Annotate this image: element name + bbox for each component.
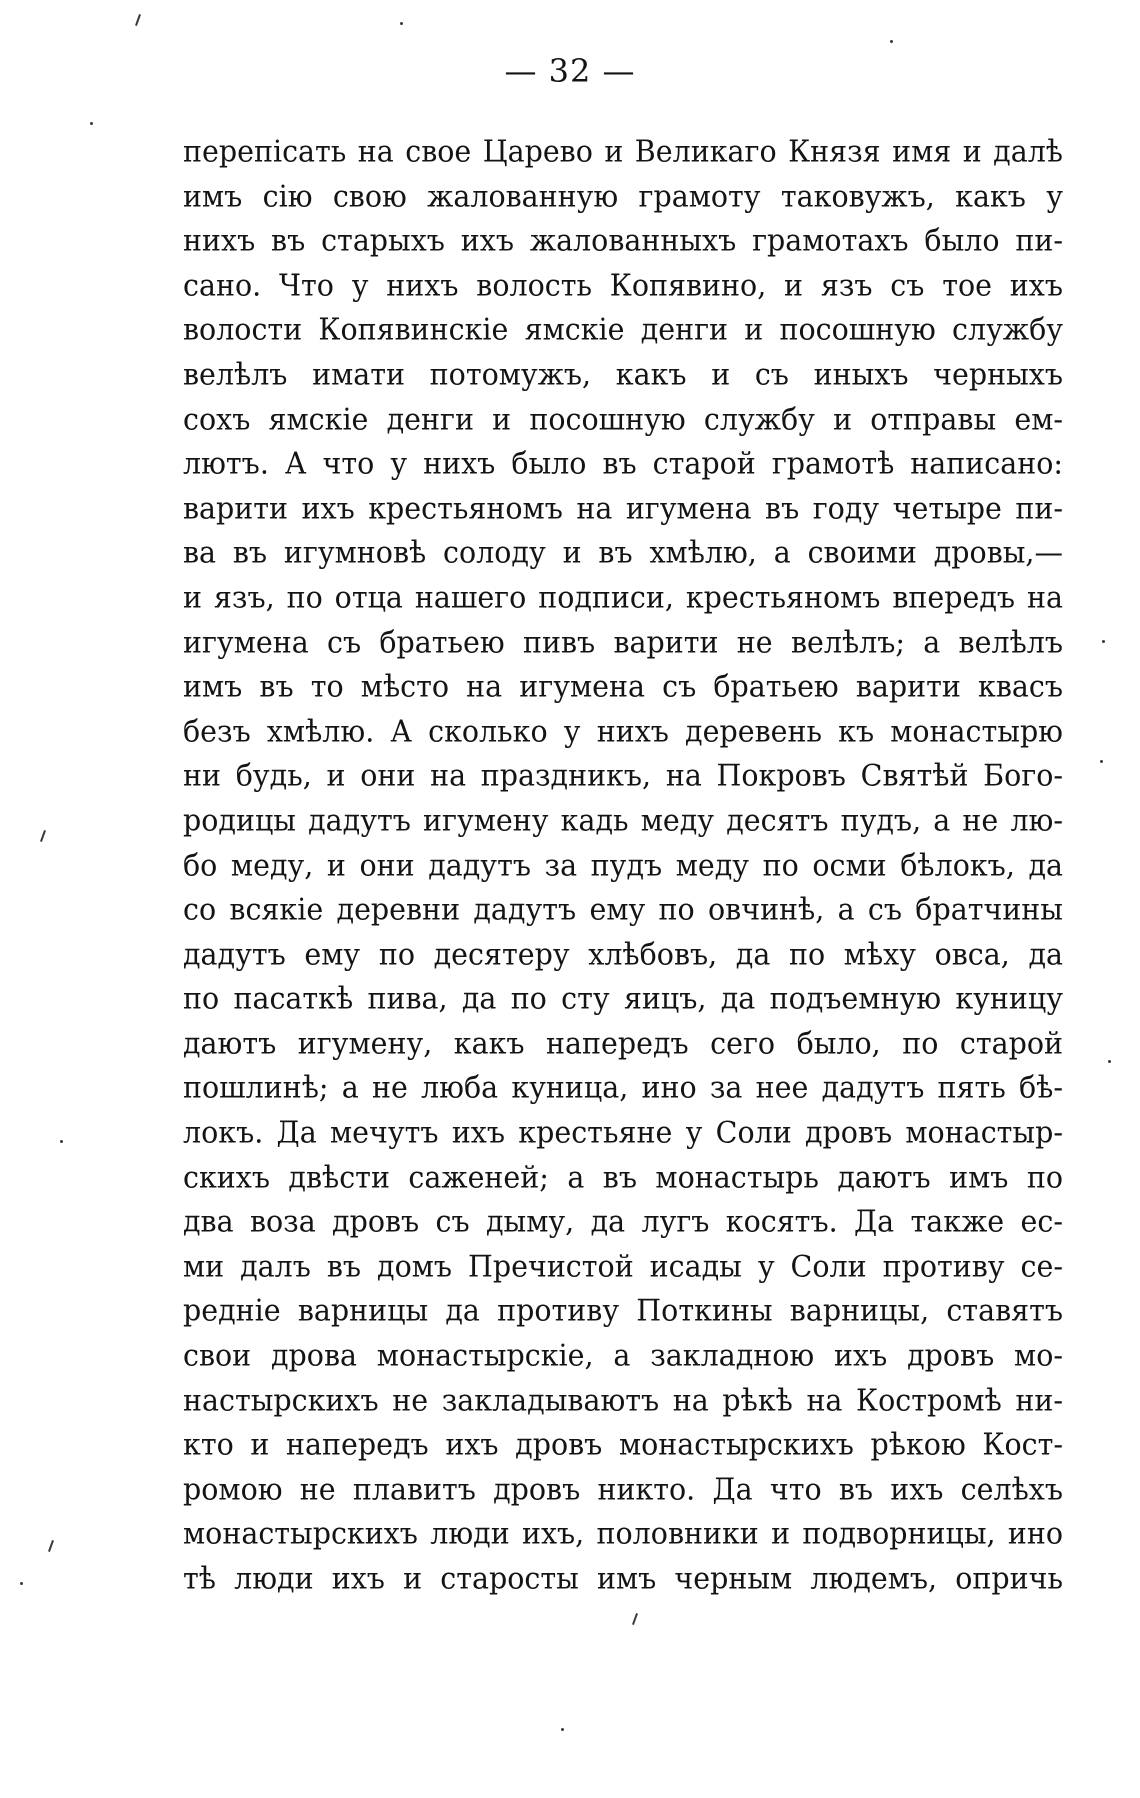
scan-speck: [1100, 760, 1103, 763]
text-line: бо меду, и они дадутъ за пудъ меду по осми бѣлокъ, да: [183, 847, 1063, 883]
text-line: лютъ. А что у нихъ было въ старой грамотѣ написано:: [183, 446, 1063, 481]
text-line: монастырскихъ люди ихъ, половники и подворницы, ино: [183, 1516, 1063, 1552]
text-line: даютъ игумену, какъ напередъ сего было, по старой: [183, 1026, 1063, 1061]
scan-mark: [48, 1540, 54, 1552]
text-line: скихъ двѣсти саженей; а въ монастырь даютъ имъ по: [183, 1159, 1063, 1195]
body-text: [183, 130, 1063, 1602]
text-line: сано. Что у нихъ волость Копявино, и язъ съ тое ихъ: [183, 267, 1063, 303]
text-line: и язъ, по отца нашего подписи, крестьяномъ впередъ на: [183, 580, 1063, 615]
text-line: локъ. Да мечутъ ихъ крестьяне у Соли дровъ монастыр-: [183, 1115, 1063, 1150]
text-line: волости Копявинскіе ямскіе денги и посошную службу: [183, 312, 1063, 348]
text-line: свои дрова монастырскіе, а закладною ихъ дровъ мо-: [183, 1338, 1063, 1373]
text-line: велѣлъ имати потомужъ, какъ и съ иныхъ черныхъ: [183, 357, 1063, 392]
text-line: варити ихъ крестьяномъ на игумена въ году четыре пи-: [183, 490, 1063, 526]
scan-mark: [632, 1613, 638, 1625]
text-line: имъ сію свою жалованную грамоту таковужъ, какъ у: [183, 178, 1063, 214]
text-line: ми далъ въ домъ Пречистой исады у Соли противу се-: [183, 1248, 1063, 1284]
scan-speck: [90, 122, 93, 125]
text-line: два воза дровъ съ дыму, да лугъ косятъ. Да также ес-: [183, 1204, 1063, 1240]
text-line: игумена съ братьею пивъ варити не велѣлъ; а велѣлъ: [183, 624, 1063, 660]
scan-speck: [561, 1728, 564, 1731]
scan-speck: [60, 1140, 63, 1143]
scan-speck: [1102, 640, 1105, 643]
text-line: пошлинѣ; а не люба куница, ино за нее дадутъ пять бѣ-: [183, 1070, 1063, 1106]
text-line: со всякіе деревни дадутъ ему по овчинѣ, а съ братчины: [183, 892, 1063, 927]
text-line: ни будь, и они на праздникъ, на Покровъ Святѣй Бого-: [183, 758, 1063, 794]
scan-speck: [400, 22, 403, 25]
text-line: кто и напередъ ихъ дровъ монастырскихъ рѣкою Кост-: [183, 1427, 1063, 1463]
text-line: безъ хмѣлю. А сколько у нихъ деревень къ монастырю: [183, 713, 1063, 749]
scan-speck: [890, 40, 893, 43]
text-line: настырскихъ не закладываютъ на рѣкѣ на Костромѣ ни-: [183, 1382, 1063, 1418]
text-line: ва въ игумновѣ солоду и въ хмѣлю, а своими дровы,—: [183, 535, 1063, 571]
scan-speck: [20, 1582, 23, 1585]
text-line: родицы дадутъ игумену кадь меду десятъ пудъ, а не лю-: [183, 803, 1063, 838]
page-number: — 32 —: [504, 52, 636, 90]
text-line: ромою не плавитъ дровъ никто. Да что въ ихъ селѣхъ: [183, 1471, 1063, 1507]
text-line: нихъ въ старыхъ ихъ жалованныхъ грамотахъ было пи-: [183, 223, 1063, 258]
text-line: редніе варницы да противу Поткины варницы, ставятъ: [183, 1293, 1063, 1329]
text-line: тѣ люди ихъ и старосты имъ черным людемъ, опричь: [183, 1561, 1063, 1596]
scan-mark: [40, 830, 46, 842]
scan-speck: [1108, 1060, 1111, 1063]
text-line: перепісать на свое Царево и Великаго Князя имя и далѣ: [183, 134, 1063, 169]
text-line: по пасаткѣ пива, да по сту яицъ, да подъемную куницу: [183, 981, 1063, 1017]
text-line: дадутъ ему по десятеру хлѣбовъ, да по мѣху овса, да: [183, 936, 1063, 972]
text-line: сохъ ямскіе денги и посошную службу и отправы ем-: [183, 401, 1063, 437]
scan-mark: [135, 14, 141, 26]
text-line: имъ въ то мѣсто на игумена съ братьею варити квасъ: [183, 669, 1063, 704]
